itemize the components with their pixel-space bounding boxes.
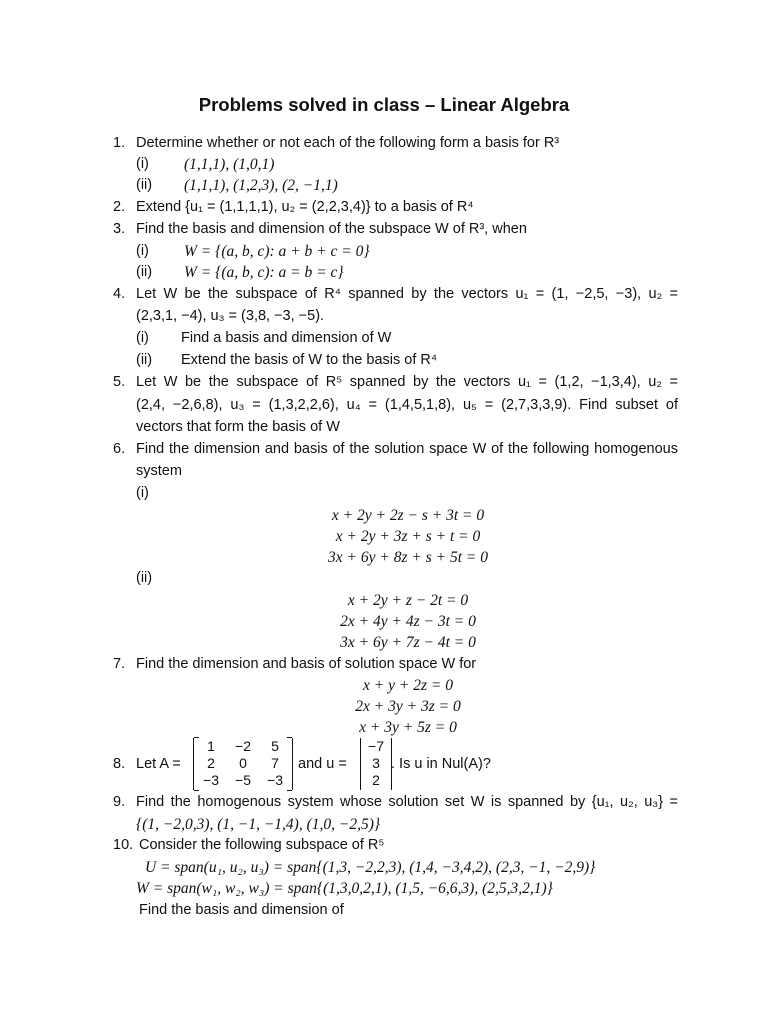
problem-5-line-2: (2,4, −2,6,8), u₃ = (1,3,2,2,6), u₄ = (1,4,5,1,8), u₅ = (2,7,3,3,9). Find subset of: [136, 397, 678, 413]
problem-1-text: Determine whether or not each of the following form a basis for R³: [136, 135, 560, 151]
problem-4-line-1: Let W be the subspace of R⁴ spanned by the vectors u₁ = (1, −2,5, −3), u₂ =: [136, 286, 678, 302]
vector-u-cell: −7: [368, 738, 384, 754]
problem-3-number: 3.: [113, 221, 126, 237]
matrix-a-cell: 5: [271, 738, 279, 754]
problem-1-i-math: (1,1,1), (1,0,1): [184, 156, 275, 173]
problem-3-ii-math: W = {(a, b, c): a = b = c}: [184, 264, 344, 281]
problem-2-text: Extend {u₁ = (1,1,1,1), u₂ = (2,2,3,4)} to a basis of R⁴: [136, 199, 474, 215]
problem-6-number: 6.: [113, 441, 126, 457]
problem-4-ii-text: Extend the basis of W to the basis of R⁴: [181, 352, 438, 368]
matrix-a-cell: −3: [267, 772, 283, 788]
problem-8-question: . Is u in Nul(A)?: [391, 756, 491, 772]
page-title: Problems solved in class – Linear Algebra: [198, 94, 570, 115]
problem-9-line-2: {(1, −2,0,3), (1, −1, −1,4), (1,0, −2,5)}: [136, 816, 381, 833]
problem-1-i-label: (i): [136, 156, 149, 172]
problem-4-i-text: Find a basis and dimension of W: [181, 330, 392, 346]
problem-4-line-2: (2,3,1, −4), u₃ = (3,8, −3, −5).: [136, 308, 325, 324]
problem-7-equation-1: x + y + 2z = 0: [363, 677, 453, 694]
matrix-a-cell: 7: [271, 755, 279, 771]
problem-10-text: Consider the following subspace of R⁵: [139, 837, 385, 853]
problem-6-ii-label: (ii): [136, 570, 153, 586]
problem-5-line-3: vectors that form the basis of W: [136, 419, 340, 435]
problem-7-equation-3: x + 3y + 5z = 0: [359, 719, 457, 736]
vector-u: [360, 738, 392, 790]
problem-6-line-1: Find the dimension and basis of the solution space W of the following homogenous: [136, 441, 678, 457]
problem-6-ii-equation-3: 3x + 6y + 7z − 4t = 0: [340, 634, 476, 651]
problem-1-number: 1.: [113, 135, 126, 151]
problem-9-line-1: Find the homogenous system whose solution set W is spanned by {u₁, u₂, u₃} =: [136, 794, 678, 810]
problem-6-ii-equation-2: 2x + 4y + 4z − 3t = 0: [340, 613, 476, 630]
problem-6-i-equation-3: 3x + 6y + 8z + s + 5t = 0: [328, 549, 488, 566]
problem-6-i-label: (i): [136, 485, 149, 501]
matrix-a: [193, 738, 293, 790]
problem-6-ii-equation-1: x + 2y + z − 2t = 0: [347, 592, 469, 609]
problem-7-number: 7.: [113, 656, 126, 672]
vector-u-cell: 3: [372, 755, 380, 771]
problem-6-i-equation-1: x + 2y + 2z − s + 3t = 0: [331, 507, 485, 524]
problem-10-number: 10.: [113, 837, 134, 853]
problem-5-number: 5.: [113, 374, 126, 390]
problem-9-number: 9.: [113, 794, 126, 810]
problem-8-and-label: and u =: [298, 756, 347, 772]
problem-6-i-equation-2: x + 2y + 3z + s + t = 0: [335, 528, 481, 545]
problem-2-number: 2.: [113, 199, 126, 215]
problem-5-line-1: Let W be the subspace of R⁵ spanned by the vectors u₁ = (1,2, −1,3,4), u₂ =: [136, 374, 678, 390]
problem-10-subspace-w: W = span(w₁, w₂, w₃) = span{(1,3,0,2,1), (1,5, −6,6,3), (2,5,3,2,1)}: [136, 880, 553, 897]
vector-u-cell: 2: [372, 772, 380, 788]
problem-3-i-label: (i): [136, 243, 149, 259]
problem-7-equation-2: 2x + 3y + 3z = 0: [355, 698, 461, 715]
matrix-a-cell: 2: [207, 755, 215, 771]
matrix-a-cell: 1: [207, 738, 215, 754]
problem-10-tail: Find the basis and dimension of: [139, 902, 344, 918]
problem-4-ii-label: (ii): [136, 352, 153, 368]
problem-10-subspace-u: U = span(u₁, u₂, u₃) = span{(1,3, −2,2,3), (1,4, −3,4,2), (2,3, −1, −2,9)}: [145, 859, 596, 876]
problem-3-text: Find the basis and dimension of the subspace W of R³, when: [136, 221, 527, 237]
matrix-a-cell: −2: [235, 738, 251, 754]
problem-1-ii-label: (ii): [136, 177, 153, 193]
problem-3-ii-label: (ii): [136, 264, 153, 280]
problem-6-line-2: system: [136, 463, 182, 479]
problem-8-let-label: Let A =: [136, 756, 181, 772]
problem-1-ii-math: (1,1,1), (1,2,3), (2, −1,1): [184, 177, 338, 194]
matrix-a-cell: −3: [203, 772, 219, 788]
problem-7-text: Find the dimension and basis of solution space W for: [136, 656, 477, 672]
matrix-a-cell: −5: [235, 772, 251, 788]
problem-4-i-label: (i): [136, 330, 149, 346]
problem-4-number: 4.: [113, 286, 126, 302]
problem-8-number: 8.: [113, 756, 126, 772]
matrix-a-cell: 0: [239, 755, 247, 771]
problem-3-i-math: W = {(a, b, c): a + b + c = 0}: [184, 243, 370, 260]
